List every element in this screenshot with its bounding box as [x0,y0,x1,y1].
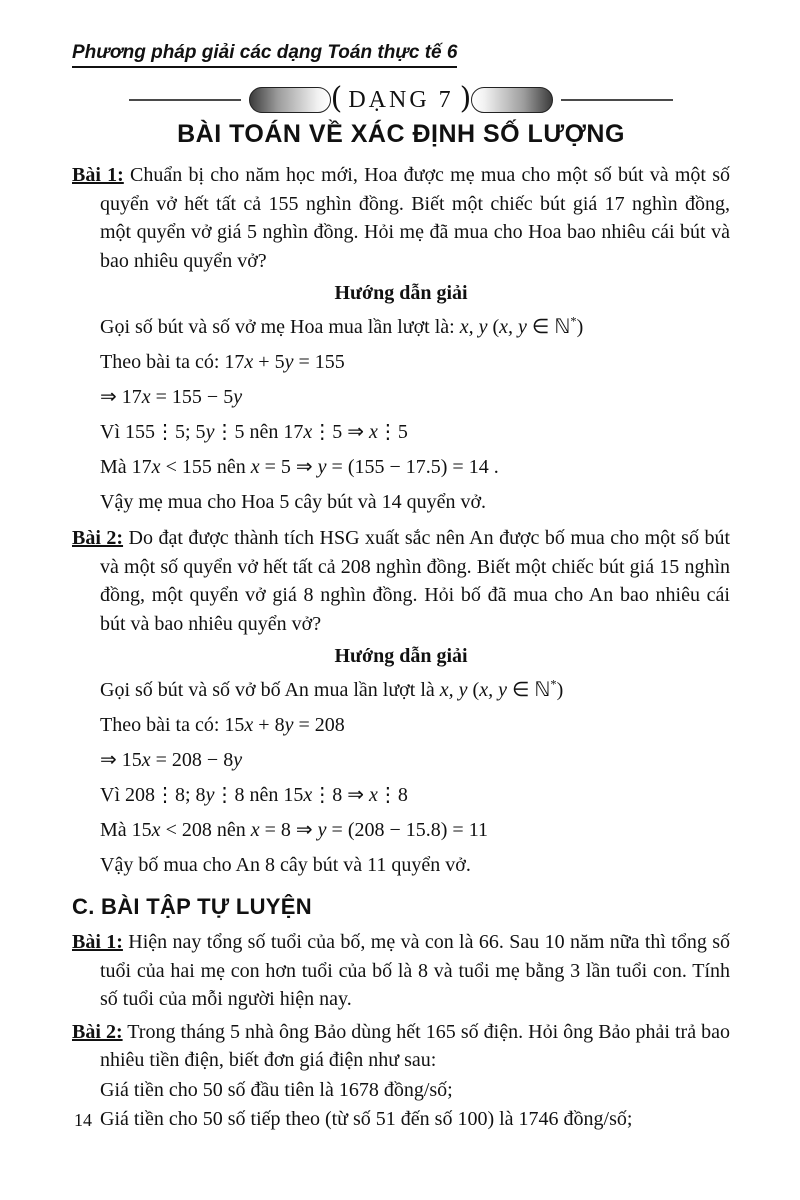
solution-step [100,454,730,480]
math-variable: x [141,386,151,408]
text-run: ⋮8 ⇒ [312,784,369,806]
text-run: < 155 nên [160,456,251,478]
math-variable: x [303,784,313,806]
solution-step [100,817,730,843]
banner-paren-open: ( [330,81,343,116]
text-run: ( [487,316,500,338]
page-title: BÀI TOÁN VỀ XÁC ĐỊNH SỐ LƯỢNG [177,120,625,148]
problem-statement-2 [72,524,730,638]
text-run: Vậy mẹ mua cho Hoa 5 cây bút và 14 quyển vở. [100,491,487,513]
text-run: < 208 nên [160,819,251,841]
text-run: ( [467,679,480,701]
math-variable: x [250,456,260,478]
running-header-row [72,42,730,68]
banner-capsule-right [471,87,553,113]
problem-text: Do đạt được thành tích HSG xuất sắc nên An được bố mua cho một số bút và một số quyển vở hết tất cả 208 nghìn đồng. Biết một chiếc bút giá 15 nghìn đồng, một quyển vở giá 8 nghìn đồng. Hỏi bố đã mua cho An bao nhiêu cái bút và bao nhiêu quyển vở? [100,527,730,635]
text-run: Mà 17 [100,456,152,478]
math-variable: y [233,386,243,408]
math-variable: x, y [499,316,527,338]
problem-label: Bài 2: [72,1020,123,1043]
solution-step [100,782,730,808]
practice-subline: Giá tiền cho 50 số đầu tiên là 1678 đồng/số; [100,1078,453,1101]
text-run: ⋮8 nên 15 [214,784,304,806]
running-header: Phương pháp giải các dạng Toán thực tế 6 [72,42,457,68]
solution-step [100,419,730,445]
math-variable: x [151,456,161,478]
text-run: Vì 155⋮5; 5 [100,421,206,443]
dang-banner [72,81,730,116]
practice-section-heading: C. BÀI TẬP TỰ LUYỆN [72,894,312,919]
solution-steps-2 [100,677,730,878]
solution-step [100,712,730,738]
text-run: Theo bài ta có: 17 [100,351,245,373]
practice-item-sublines [100,1076,730,1134]
math-variable: y [205,421,215,443]
math-variable: x, y [459,316,488,338]
text-run: = (155 − 17.5) = 14 . [326,456,499,478]
solution-step [100,349,730,375]
superscript: * [570,314,577,329]
solution-step [100,489,730,515]
text-run: Gọi số bút và số vở mẹ Hoa mua lần lượt là: [100,316,460,338]
practice-item-1 [72,928,730,1014]
text-run: = 208 [293,714,345,736]
practice-item-2 [72,1018,730,1134]
math-variable: x [151,819,161,841]
solution-step [100,747,730,773]
math-variable: y [205,784,215,806]
math-variable: x, y [479,679,507,701]
text-run: = 5 ⇒ [259,456,318,478]
text-run: = 155 − 5 [150,386,234,408]
math-variable: y [284,714,294,736]
text-run: Mà 15 [100,819,152,841]
banner-capsule-left [249,87,331,113]
banner-paren-close: ) [459,81,472,116]
banner-label: DẠNG 7 [348,86,454,113]
math-variable: x [244,351,254,373]
banner-line-right [561,99,673,101]
solution-heading-2: Hướng dẫn giải [334,645,468,667]
math-variable: y [317,456,327,478]
text-run: Gọi số bút và số vở bố An mua lần lượt là [100,679,440,701]
page-number: 14 [74,1110,92,1130]
text-run: ) [576,316,584,338]
text-run: ⋮8 [377,784,408,806]
text-run: ∈ ℕ [506,679,551,701]
math-variable: y [317,819,327,841]
text-run: ⋮5 [377,421,408,443]
problem-text: Hiện nay tổng số tuổi của bố, mẹ và con là 66. Sau 10 năm nữa thì tổng số tuổi của hai mẹ con hơn tuổi của bố là 8 và tuổi mẹ bằng 3 lần tuổi con. Tính số tuổi của mỗi người hiện nay. [100,931,730,1010]
problem-text: Chuẩn bị cho năm học mới, Hoa được mẹ mua cho một số bút và một số quyển vở hết tất cả 155 nghìn đồng. Biết một chiếc bút giá 17 nghìn đồng, một quyển vở giá 5 nghìn đồng. Hỏi mẹ đã mua cho Hoa bao nhiêu cái bút và bao nhiêu quyển vở? [100,164,731,272]
text-run: = (208 − 15.8) = 11 [326,819,488,841]
solution-steps-1 [100,314,730,515]
problem-label: Bài 2: [72,527,124,549]
banner-line-left [129,99,241,101]
text-run: + 5 [253,351,285,373]
math-variable: x [244,714,254,736]
solution-step [100,677,730,703]
math-variable: y [284,351,294,373]
math-variable: x [369,784,378,806]
text-run: = 208 − 8 [150,749,234,771]
solution-step [100,852,730,878]
text-run: Theo bài ta có: 15 [100,714,245,736]
text-run: ∈ ℕ [526,316,571,338]
text-run: Vậy bố mua cho An 8 cây bút và 11 quyển vở. [100,854,471,876]
math-variable: x [303,421,313,443]
solution-heading-1: Hướng dẫn giải [334,282,468,304]
problem-label: Bài 1: [72,164,124,186]
solution-step [100,384,730,410]
math-variable: x, y [439,679,468,701]
math-variable: x [369,421,378,443]
practice-subline: Giá tiền cho 50 số tiếp theo (từ số 51 đến số 100) là 1746 đồng/số; [100,1108,633,1130]
text-run: ) [556,679,564,701]
math-variable: y [233,749,243,771]
text-run: ⇒ 17 [100,386,142,408]
text-run: = 8 ⇒ [259,819,318,841]
text-run: ⋮5 ⇒ [312,421,369,443]
text-run: ⇒ 15 [100,749,142,771]
text-run: ⋮5 nên 17 [214,421,304,443]
problem-statement-1 [72,161,730,275]
problem-text: Trong tháng 5 nhà ông Bảo dùng hết 165 số điện. Hỏi ông Bảo phải trả bao nhiêu tiền điện, biết đơn giá điện như sau: [100,1020,730,1071]
text-run: + 8 [253,714,285,736]
superscript: * [550,677,557,692]
text-run: Vì 208⋮8; 8 [100,784,206,806]
math-variable: x [141,749,151,771]
problem-label: Bài 1: [72,931,123,953]
math-variable: x [250,819,260,841]
text-run: = 155 [293,351,345,373]
solution-step [100,314,730,340]
